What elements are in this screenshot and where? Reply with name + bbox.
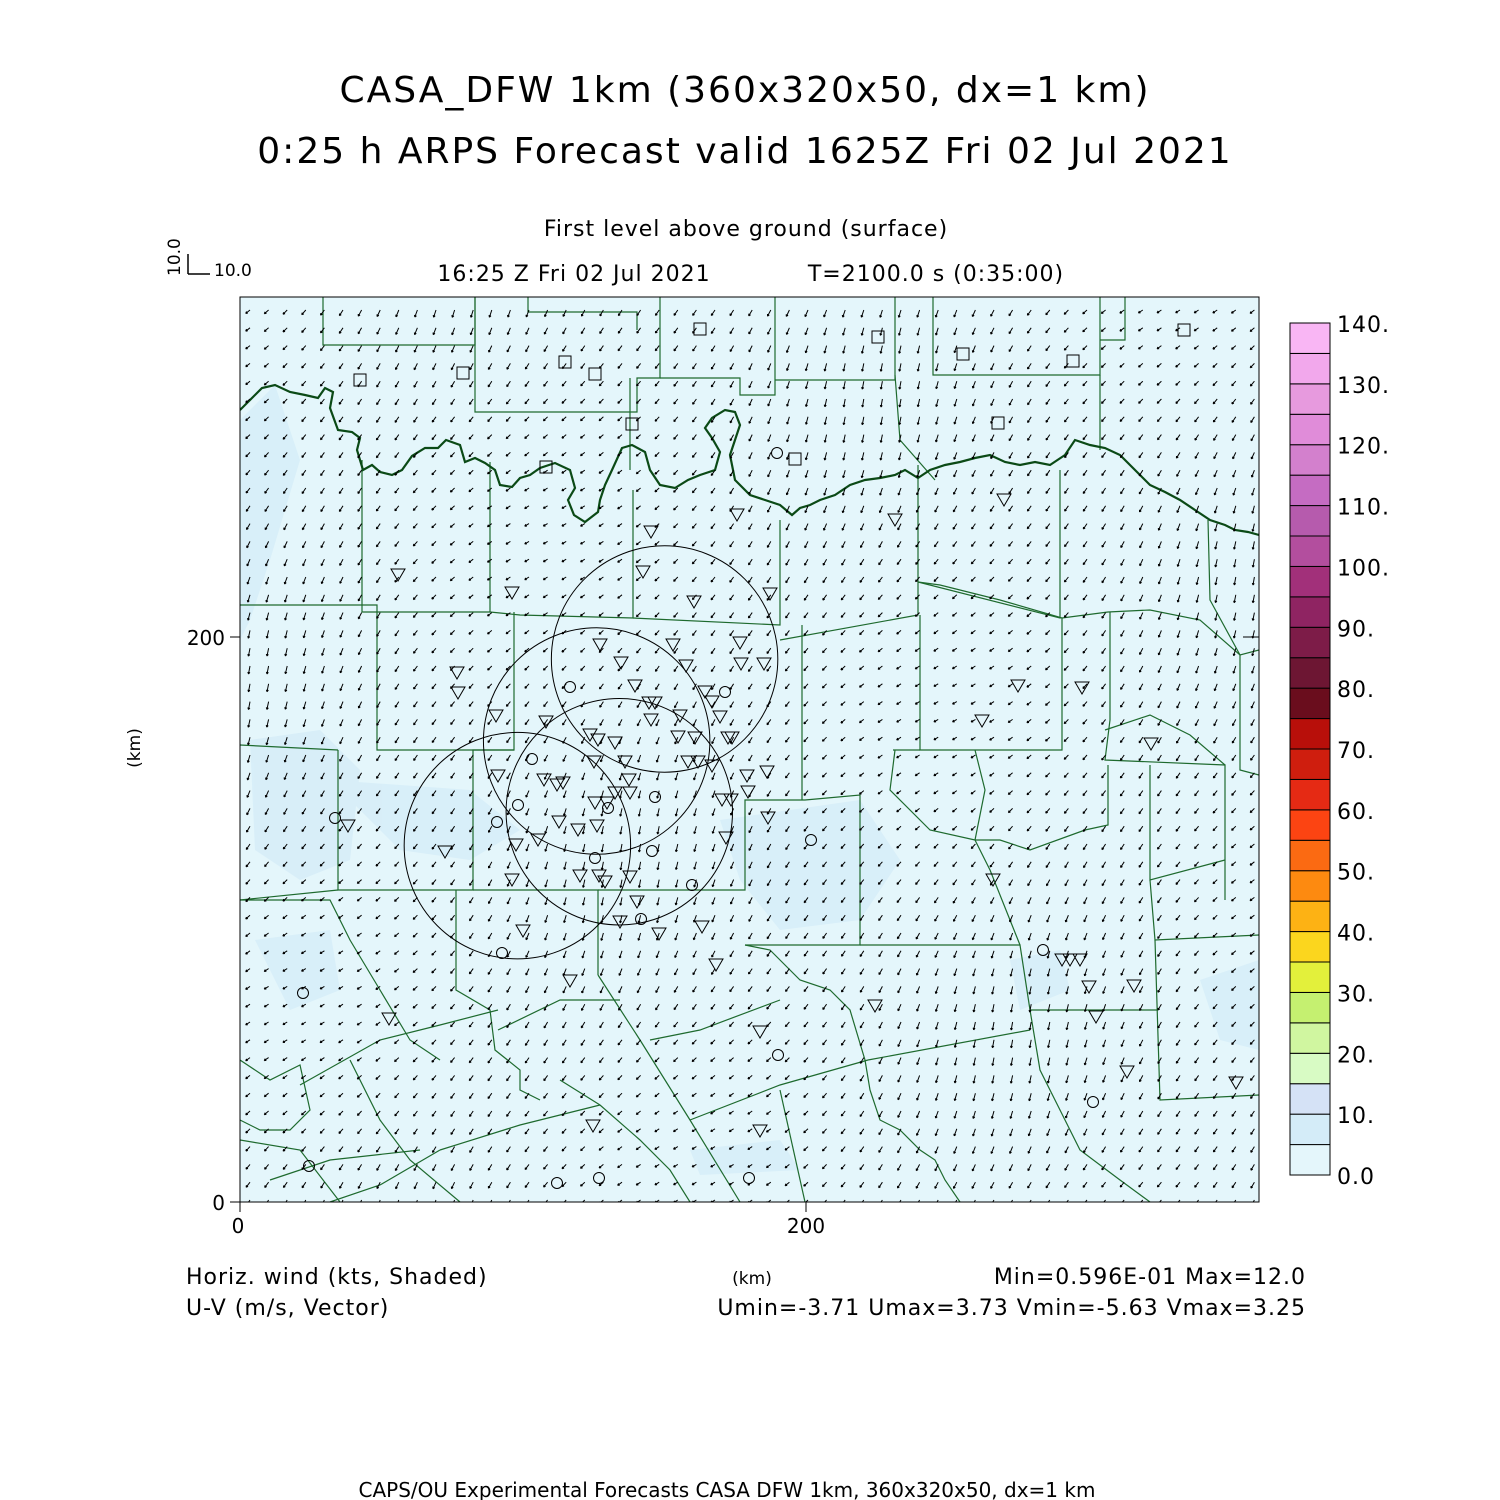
colorbar-tick-label: 40. <box>1337 921 1375 947</box>
colorbar-tick-label: 90. <box>1337 617 1375 643</box>
colorbar-segment <box>1290 901 1330 931</box>
colorbar-segment <box>1290 353 1330 383</box>
colorbar-tick-label: 80. <box>1337 678 1375 704</box>
vector-reference-key <box>165 238 252 281</box>
colorbar-segment <box>1290 779 1330 809</box>
footer-shaded-field: Horiz. wind (kts, Shaded) <box>186 1265 488 1290</box>
level-subtitle: First level above ground (surface) <box>543 217 949 242</box>
colorbar-segment <box>1290 962 1330 992</box>
colorbar-segment <box>1290 719 1330 749</box>
colorbar-segment <box>1290 414 1330 444</box>
title-line-1: CASA_DFW 1km (360x320x50, dx=1 km) <box>339 70 1151 111</box>
colorbar-segment <box>1290 506 1330 536</box>
colorbar-tick-label: 60. <box>1337 799 1375 825</box>
colorbar-segment <box>1290 1023 1330 1053</box>
colorbar-segment <box>1290 627 1330 657</box>
colorbar-tick-label: 0.0 <box>1337 1165 1375 1190</box>
colorbar-segment <box>1290 384 1330 414</box>
footer-credit: CAPS/OU Experimental Forecasts CASA DFW 1km, 360x320x50, dx=1 km <box>358 1478 1096 1500</box>
colorbar-segment <box>1290 566 1330 596</box>
vector-key-vertical-label: 10.0 <box>165 238 185 276</box>
colorbar-tick-label: 110. <box>1337 495 1390 521</box>
colorbar-tick-label: 100. <box>1337 556 1390 582</box>
colorbar-segment <box>1290 840 1330 870</box>
colorbar-segment <box>1290 1145 1330 1175</box>
title-line-2: 0:25 h ARPS Forecast valid 1625Z Fri 02 Jul 2021 <box>257 131 1233 172</box>
footer-vector-field: U-V (m/s, Vector) <box>186 1296 390 1321</box>
x-axis-label: (km) <box>732 1269 772 1289</box>
colorbar-segment <box>1290 475 1330 505</box>
colorbar-segment <box>1290 1114 1330 1144</box>
colorbar-segment <box>1290 445 1330 475</box>
colorbar-segment <box>1290 992 1330 1022</box>
colorbar-segment <box>1290 1053 1330 1083</box>
colorbar-segment <box>1290 597 1330 627</box>
x-tick-label-0: 0 <box>231 1214 245 1238</box>
colorbar-segment <box>1290 688 1330 718</box>
colorbar-tick-label: 20. <box>1337 1043 1375 1069</box>
colorbar-segment <box>1290 810 1330 840</box>
map-panel <box>230 297 1259 1212</box>
colorbar-tick-label: 130. <box>1337 373 1390 399</box>
footer-min-max: Min=0.596E-01 Max=12.0 <box>993 1265 1306 1290</box>
model-time-label: T=2100.0 s (0:35:00) <box>807 262 1065 287</box>
colorbar-tick-label: 140. <box>1337 313 1390 338</box>
y-tick-label-0: 0 <box>212 1191 225 1215</box>
colorbar-tick-label: 70. <box>1337 739 1375 764</box>
vector-key-horizontal-label: 10.0 <box>214 261 252 281</box>
colorbar-segment <box>1290 536 1330 566</box>
colorbar-tick-label: 30. <box>1337 982 1375 1008</box>
x-tick-label-200: 200 <box>786 1214 826 1238</box>
colorbar-segment <box>1290 323 1330 353</box>
y-axis-label: (km) <box>125 728 145 768</box>
valid-time-label: 16:25 Z Fri 02 Jul 2021 <box>437 262 711 287</box>
colorbar-segment <box>1290 658 1330 688</box>
colorbar-segment <box>1290 1084 1330 1114</box>
y-tick-label-200: 200 <box>186 626 225 650</box>
colorbar-tick-label: 120. <box>1337 434 1390 460</box>
footer-uv-extremes: Umin=-3.71 Umax=3.73 Vmin=-5.63 Vmax=3.25 <box>717 1296 1306 1321</box>
colorbar-segment <box>1290 932 1330 962</box>
colorbar-segment <box>1290 871 1330 901</box>
colorbar-tick-label: 50. <box>1337 860 1375 886</box>
colorbar-tick-label: 10. <box>1337 1104 1375 1130</box>
colorbar <box>1290 313 1390 1190</box>
colorbar-segment <box>1290 749 1330 779</box>
